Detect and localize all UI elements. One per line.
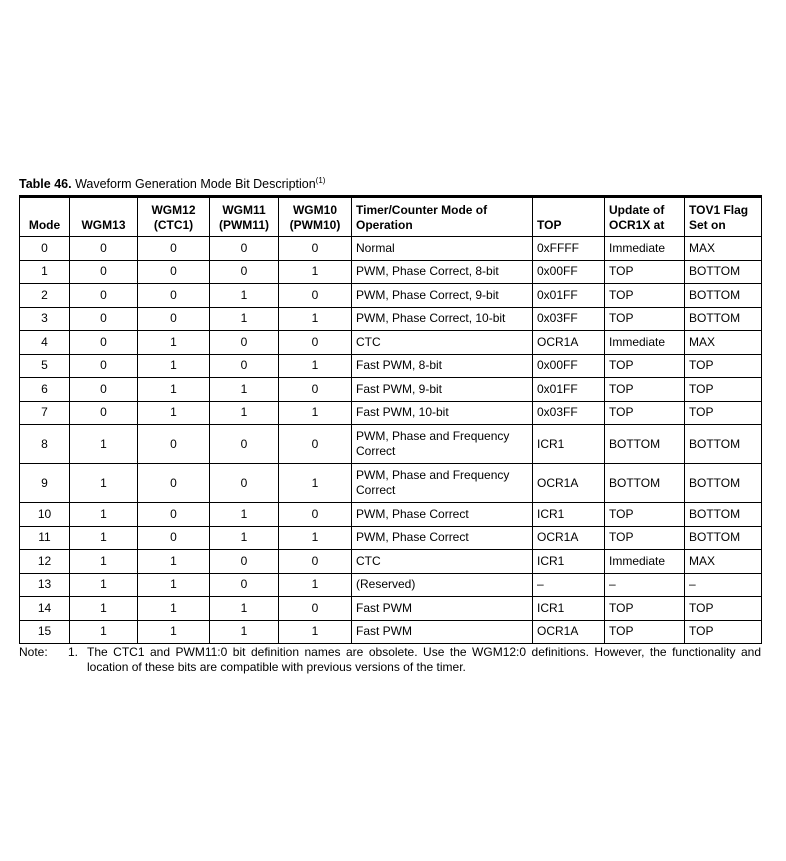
cell-wgm13: 1 (70, 573, 138, 597)
cell-operation: Fast PWM, 8-bit (352, 354, 533, 378)
cell-mode: 10 (20, 503, 70, 527)
table-row (20, 260, 762, 284)
header-line: WGM13 (81, 218, 126, 232)
header-line: WGM12 (151, 203, 196, 217)
cell-top: ICR1 (533, 597, 605, 621)
cell-wgm11: 1 (210, 401, 279, 425)
cell-wgm12: 0 (138, 526, 210, 550)
cell-wgm13: 0 (70, 307, 138, 331)
cell-tov1: BOTTOM (685, 425, 762, 464)
cell-wgm11: 0 (210, 573, 279, 597)
header-wgm10 (279, 197, 352, 237)
cell-top: 0x00FF (533, 260, 605, 284)
table-caption (19, 176, 325, 191)
cell-operation: CTC (352, 550, 533, 574)
table-row (20, 401, 762, 425)
note-text: The CTC1 and PWM11:0 bit definition names are obsolete. Use the WGM12:0 definitions. However, the functionality and location of these bits are compatible with previous versions of the timer. (87, 645, 761, 674)
cell-update: TOP (605, 526, 685, 550)
cell-tov1: BOTTOM (685, 464, 762, 503)
cell-wgm13: 0 (70, 331, 138, 355)
cell-mode: 0 (20, 237, 70, 261)
cell-wgm10: 1 (279, 620, 352, 644)
note-number: 1. (68, 645, 79, 659)
cell-tov1: BOTTOM (685, 526, 762, 550)
cell-top: OCR1A (533, 464, 605, 503)
cell-operation: PWM, Phase Correct (352, 526, 533, 550)
cell-wgm10: 1 (279, 464, 352, 503)
cell-update: TOP (605, 620, 685, 644)
cell-wgm10: 0 (279, 597, 352, 621)
cell-wgm12: 0 (138, 237, 210, 261)
cell-update: TOP (605, 284, 685, 308)
cell-update: Immediate (605, 550, 685, 574)
cell-wgm13: 0 (70, 260, 138, 284)
header-line: Set on (689, 218, 726, 232)
cell-wgm11: 1 (210, 284, 279, 308)
cell-wgm10: 0 (279, 284, 352, 308)
header-line: (PWM10) (289, 218, 341, 232)
cell-mode: 8 (20, 425, 70, 464)
table-row (20, 573, 762, 597)
cell-mode: 9 (20, 464, 70, 503)
cell-wgm10: 0 (279, 331, 352, 355)
cell-tov1: BOTTOM (685, 284, 762, 308)
cell-update: TOP (605, 401, 685, 425)
cell-update: BOTTOM (605, 464, 685, 503)
cell-wgm10: 1 (279, 573, 352, 597)
cell-operation: PWM, Phase Correct, 9-bit (352, 284, 533, 308)
header-mode (20, 197, 70, 237)
cell-wgm13: 0 (70, 237, 138, 261)
cell-wgm10: 1 (279, 260, 352, 284)
cell-wgm10: 1 (279, 354, 352, 378)
cell-wgm13: 0 (70, 284, 138, 308)
cell-top: 0x03FF (533, 401, 605, 425)
cell-wgm11: 1 (210, 307, 279, 331)
cell-mode: 3 (20, 307, 70, 331)
cell-top: 0xFFFF (533, 237, 605, 261)
table-row (20, 331, 762, 355)
cell-update: TOP (605, 503, 685, 527)
header-line: Operation (356, 218, 413, 232)
header-line: Mode (28, 218, 61, 232)
cell-wgm11: 0 (210, 260, 279, 284)
cell-top: OCR1A (533, 620, 605, 644)
cell-top: ICR1 (533, 425, 605, 464)
cell-wgm13: 1 (70, 464, 138, 503)
cell-wgm13: 1 (70, 597, 138, 621)
cell-wgm10: 0 (279, 503, 352, 527)
cell-mode: 5 (20, 354, 70, 378)
cell-wgm12: 1 (138, 331, 210, 355)
cell-wgm11: 0 (210, 464, 279, 503)
cell-wgm12: 0 (138, 284, 210, 308)
cell-wgm10: 0 (279, 550, 352, 574)
cell-update: – (605, 573, 685, 597)
cell-wgm11: 0 (210, 237, 279, 261)
cell-wgm11: 0 (210, 425, 279, 464)
cell-operation: PWM, Phase and Frequency Correct (352, 464, 533, 503)
cell-wgm12: 1 (138, 354, 210, 378)
cell-wgm12: 1 (138, 550, 210, 574)
cell-top: 0x00FF (533, 354, 605, 378)
table-row (20, 503, 762, 527)
cell-tov1: TOP (685, 620, 762, 644)
cell-update: Immediate (605, 237, 685, 261)
cell-wgm10: 0 (279, 378, 352, 402)
header-line: (PWM11) (218, 218, 269, 232)
cell-tov1: BOTTOM (685, 503, 762, 527)
cell-tov1: TOP (685, 597, 762, 621)
header-wgm12 (138, 197, 210, 237)
cell-operation: Normal (352, 237, 533, 261)
header-line: TOP (537, 218, 562, 232)
header-line: WGM11 (222, 203, 266, 217)
cell-mode: 2 (20, 284, 70, 308)
cell-wgm13: 1 (70, 550, 138, 574)
cell-mode: 6 (20, 378, 70, 402)
header-line: OCR1X at (609, 218, 665, 232)
header-wgm11 (210, 197, 279, 237)
table-title: Waveform Generation Mode Bit Description (75, 177, 316, 191)
cell-top: 0x01FF (533, 378, 605, 402)
cell-mode: 14 (20, 597, 70, 621)
cell-wgm11: 1 (210, 597, 279, 621)
cell-wgm11: 1 (210, 503, 279, 527)
cell-top: ICR1 (533, 503, 605, 527)
table-row (20, 237, 762, 261)
cell-wgm12: 0 (138, 464, 210, 503)
cell-tov1: TOP (685, 354, 762, 378)
cell-wgm12: 0 (138, 425, 210, 464)
header-line: (CTC1) (153, 218, 194, 232)
cell-update: TOP (605, 260, 685, 284)
table-body (20, 237, 762, 644)
cell-wgm10: 0 (279, 425, 352, 464)
cell-top: 0x03FF (533, 307, 605, 331)
cell-mode: 11 (20, 526, 70, 550)
cell-mode: 1 (20, 260, 70, 284)
cell-tov1: MAX (685, 550, 762, 574)
cell-wgm12: 1 (138, 401, 210, 425)
cell-tov1: MAX (685, 237, 762, 261)
cell-wgm10: 1 (279, 401, 352, 425)
table-row (20, 526, 762, 550)
cell-update: BOTTOM (605, 425, 685, 464)
cell-wgm11: 0 (210, 354, 279, 378)
cell-operation: PWM, Phase Correct, 10-bit (352, 307, 533, 331)
cell-mode: 12 (20, 550, 70, 574)
cell-top: ICR1 (533, 550, 605, 574)
cell-wgm11: 1 (210, 526, 279, 550)
cell-mode: 13 (20, 573, 70, 597)
table-row (20, 425, 762, 464)
cell-tov1: MAX (685, 331, 762, 355)
cell-update: Immediate (605, 331, 685, 355)
cell-tov1: BOTTOM (685, 307, 762, 331)
cell-tov1: BOTTOM (685, 260, 762, 284)
cell-operation: Fast PWM, 10-bit (352, 401, 533, 425)
cell-operation: PWM, Phase Correct (352, 503, 533, 527)
header-tov1 (685, 197, 762, 237)
cell-wgm12: 0 (138, 503, 210, 527)
table-row (20, 597, 762, 621)
header-top (533, 197, 605, 237)
cell-update: TOP (605, 378, 685, 402)
cell-wgm13: 1 (70, 620, 138, 644)
cell-wgm12: 1 (138, 620, 210, 644)
cell-wgm12: 1 (138, 597, 210, 621)
note-label: Note: (19, 645, 48, 659)
cell-wgm11: 1 (210, 620, 279, 644)
cell-wgm11: 1 (210, 378, 279, 402)
cell-top: OCR1A (533, 526, 605, 550)
footnote-ref: (1) (315, 176, 326, 185)
header-update (605, 197, 685, 237)
cell-wgm10: 0 (279, 237, 352, 261)
cell-operation: Fast PWM, 9-bit (352, 378, 533, 402)
cell-operation: Fast PWM (352, 620, 533, 644)
header-wgm13 (70, 197, 138, 237)
table-row (20, 550, 762, 574)
table-header-row (20, 197, 762, 237)
cell-operation: CTC (352, 331, 533, 355)
cell-tov1: TOP (685, 378, 762, 402)
cell-update: TOP (605, 597, 685, 621)
cell-wgm11: 0 (210, 331, 279, 355)
cell-tov1: – (685, 573, 762, 597)
cell-top: OCR1A (533, 331, 605, 355)
table-row (20, 307, 762, 331)
cell-wgm10: 1 (279, 526, 352, 550)
cell-top: – (533, 573, 605, 597)
cell-wgm13: 1 (70, 425, 138, 464)
cell-wgm13: 1 (70, 503, 138, 527)
cell-wgm12: 0 (138, 307, 210, 331)
header-line: TOV1 Flag (689, 203, 749, 217)
table-note (19, 645, 761, 675)
cell-operation: (Reserved) (352, 573, 533, 597)
table-row (20, 284, 762, 308)
cell-tov1: TOP (685, 401, 762, 425)
header-line: WGM10 (292, 203, 337, 217)
header-operation (352, 197, 533, 237)
cell-update: TOP (605, 307, 685, 331)
table-row (20, 620, 762, 644)
header-line: Update of (609, 203, 665, 217)
cell-top: 0x01FF (533, 284, 605, 308)
cell-mode: 4 (20, 331, 70, 355)
cell-wgm10: 1 (279, 307, 352, 331)
cell-mode: 15 (20, 620, 70, 644)
cell-update: TOP (605, 354, 685, 378)
cell-operation: PWM, Phase Correct, 8-bit (352, 260, 533, 284)
cell-operation: Fast PWM (352, 597, 533, 621)
waveform-mode-table (19, 195, 762, 644)
cell-wgm12: 0 (138, 260, 210, 284)
cell-wgm13: 0 (70, 354, 138, 378)
table-row (20, 354, 762, 378)
table-row (20, 464, 762, 503)
cell-operation: PWM, Phase and Frequency Correct (352, 425, 533, 464)
cell-wgm13: 0 (70, 378, 138, 402)
table-number: Table 46. (19, 177, 72, 191)
cell-wgm12: 1 (138, 573, 210, 597)
cell-mode: 7 (20, 401, 70, 425)
cell-wgm12: 1 (138, 378, 210, 402)
cell-wgm13: 1 (70, 526, 138, 550)
cell-wgm11: 0 (210, 550, 279, 574)
cell-wgm13: 0 (70, 401, 138, 425)
table-row (20, 378, 762, 402)
header-line: Timer/Counter Mode of (356, 203, 488, 217)
